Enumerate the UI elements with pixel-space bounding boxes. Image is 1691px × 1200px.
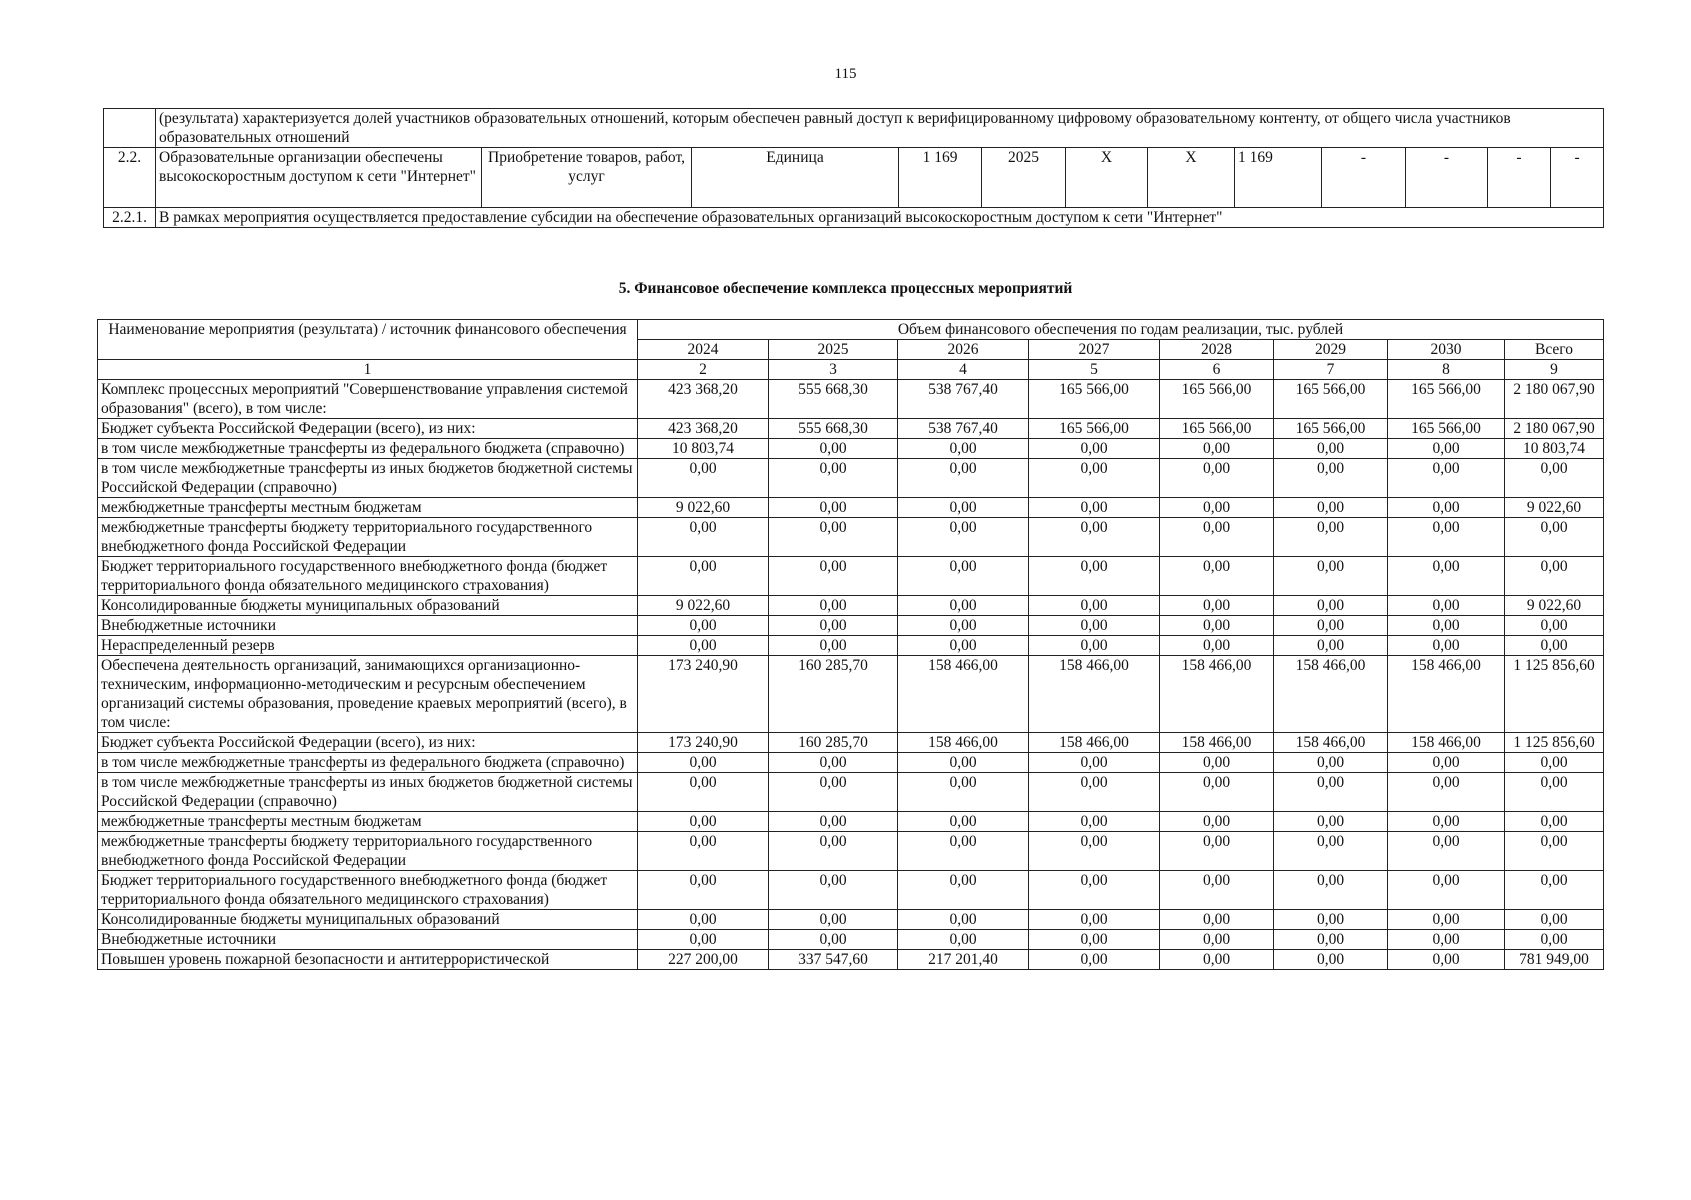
row-value: 0,00 [1160, 910, 1274, 930]
row-value: 0,00 [638, 910, 769, 930]
row-value: 0,00 [898, 596, 1029, 616]
row-value: 0,00 [1160, 459, 1274, 498]
row-value: 0,00 [898, 557, 1029, 596]
column-number: 2 [638, 360, 769, 380]
row-name: в том числе межбюджетные трансферты из иных бюджетов бюджетной системы Российской Федерации (справочно) [98, 459, 638, 498]
row-value: 0,00 [898, 439, 1029, 459]
row-value: 0,00 [1388, 812, 1505, 832]
row-value: 0,00 [1029, 753, 1160, 773]
row-total: 0,00 [1505, 616, 1604, 636]
row-value: 0,00 [1029, 439, 1160, 459]
row-value: 0,00 [638, 832, 769, 871]
intro-text: (результата) характеризуется долей участников образовательных отношений, которым обеспечен равный доступ к верифицированному цифровому образовательному контенту, от общего числа участников образовательных отношений [156, 109, 1604, 148]
row-value: 0,00 [1388, 950, 1505, 970]
table-row [98, 498, 1604, 518]
row-value: 0,00 [1274, 557, 1388, 596]
row-value: 0,00 [1160, 832, 1274, 871]
table-row [98, 380, 1604, 419]
row-value: 0,00 [898, 930, 1029, 950]
column-number: 4 [898, 360, 1029, 380]
row-value: 9 022,60 [638, 596, 769, 616]
table-row [98, 596, 1604, 616]
row-value: 538 767,40 [898, 419, 1029, 439]
row-total: 2 180 067,90 [1505, 419, 1604, 439]
row-value: 0,00 [1029, 498, 1160, 518]
row-value: 0,00 [638, 518, 769, 557]
row-value: 0,00 [898, 753, 1029, 773]
row-value: 0,00 [898, 871, 1029, 910]
row-value: 0,00 [769, 616, 898, 636]
table-row [98, 812, 1604, 832]
row-value: 165 566,00 [1029, 380, 1160, 419]
row-value: 158 466,00 [1274, 656, 1388, 733]
row-value: 173 240,90 [638, 656, 769, 733]
row-value: 0,00 [898, 498, 1029, 518]
sub-row-number: 2.2.1. [104, 208, 156, 228]
row-value: 0,00 [1274, 871, 1388, 910]
row-value: 0,00 [1029, 871, 1160, 910]
row-value: 0,00 [898, 910, 1029, 930]
row-value: 0,00 [1274, 459, 1388, 498]
row-value: 0,00 [898, 616, 1029, 636]
row-name: Бюджет субъекта Российской Федерации (всего), из них: [98, 733, 638, 753]
row-value: 160 285,70 [769, 656, 898, 733]
column-number: 3 [769, 360, 898, 380]
row-value-5: - [1406, 148, 1488, 208]
row-value: 0,00 [1388, 832, 1505, 871]
table-row [98, 871, 1604, 910]
row-value: 0,00 [1274, 753, 1388, 773]
row-value: 0,00 [769, 636, 898, 656]
row-value: 0,00 [769, 753, 898, 773]
row-value: 0,00 [1388, 557, 1505, 596]
row-name: Бюджет территориального государственного внебюджетного фонда (бюджет территориального фонда обязательного медицинского страхования) [98, 871, 638, 910]
row-value: 0,00 [769, 459, 898, 498]
row-name: Бюджет субъекта Российской Федерации (всего), из них: [98, 419, 638, 439]
row-value: 0,00 [1388, 636, 1505, 656]
row-value: 0,00 [769, 518, 898, 557]
row-value: 165 566,00 [1388, 380, 1505, 419]
row-value: 158 466,00 [1160, 656, 1274, 733]
header-name: Наименование мероприятия (результата) / источник финансового обеспечения [98, 320, 638, 360]
row-value: 0,00 [769, 871, 898, 910]
row-name: Бюджет территориального государственного внебюджетного фонда (бюджет территориального фонда обязательного медицинского страхования) [98, 557, 638, 596]
results-table [103, 108, 1604, 228]
row-total: 10 803,74 [1505, 439, 1604, 459]
row-value: 0,00 [1388, 930, 1505, 950]
row-value: 538 767,40 [898, 380, 1029, 419]
row-total: 9 022,60 [1505, 498, 1604, 518]
row-unit: Единица [692, 148, 899, 208]
row-value: 0,00 [769, 910, 898, 930]
column-number: 6 [1160, 360, 1274, 380]
row-value: 0,00 [1274, 930, 1388, 950]
row-value: 0,00 [898, 459, 1029, 498]
row-value: 0,00 [769, 557, 898, 596]
row-value: 0,00 [1160, 439, 1274, 459]
table-row [98, 733, 1604, 753]
row-value: 0,00 [769, 498, 898, 518]
table-row [98, 557, 1604, 596]
row-value: 0,00 [1029, 773, 1160, 812]
table-row [98, 910, 1604, 930]
row-value: 0,00 [1274, 498, 1388, 518]
row-value: 0,00 [1029, 459, 1160, 498]
row-value: 0,00 [898, 518, 1029, 557]
row-value: 0,00 [769, 832, 898, 871]
row-value: 9 022,60 [638, 498, 769, 518]
row-value: 158 466,00 [1274, 733, 1388, 753]
row-value-6: - [1488, 148, 1551, 208]
row-name: Консолидированные бюджеты муниципальных образований [98, 596, 638, 616]
row-value: 0,00 [1029, 832, 1160, 871]
row-value: 0,00 [1274, 636, 1388, 656]
row-value: 0,00 [1388, 596, 1505, 616]
row-value: 158 466,00 [1388, 733, 1505, 753]
row-value: 160 285,70 [769, 733, 898, 753]
row-value-2: Х [1148, 148, 1235, 208]
column-numbers-row [98, 360, 1604, 380]
row-value: 555 668,30 [769, 419, 898, 439]
row-value: 0,00 [1274, 832, 1388, 871]
row-value: 0,00 [1160, 812, 1274, 832]
intro-num-cell [104, 109, 156, 148]
row-name: межбюджетные трансферты местным бюджетам [98, 498, 638, 518]
row-value-1: Х [1066, 148, 1148, 208]
row-value: 158 466,00 [1029, 733, 1160, 753]
row-value: 0,00 [769, 596, 898, 616]
table-row [98, 656, 1604, 733]
row-value: 217 201,40 [898, 950, 1029, 970]
row-value: 0,00 [1388, 498, 1505, 518]
year-header: 2027 [1029, 340, 1160, 360]
table-row [98, 773, 1604, 812]
row-value: 0,00 [898, 636, 1029, 656]
year-header: 2024 [638, 340, 769, 360]
row-value: 0,00 [1160, 773, 1274, 812]
row-value: 0,00 [638, 812, 769, 832]
row-value-3: 1 169 [1235, 148, 1322, 208]
table-row [98, 636, 1604, 656]
row-value: 337 547,60 [769, 950, 898, 970]
row-total: 0,00 [1505, 812, 1604, 832]
table-row [98, 616, 1604, 636]
header-volume: Объем финансового обеспечения по годам реализации, тыс. рублей [638, 320, 1604, 340]
row-value: 0,00 [1029, 950, 1160, 970]
row-name: Обеспечена деятельность организаций, занимающихся организационно-техническим, информационно-методическим и ресурсным обеспечением организаций системы образования, проведение краевых мероприятий (всего), в том числе: [98, 656, 638, 733]
row-base-year: 2025 [982, 148, 1066, 208]
section-title: 5. Финансовое обеспечение комплекса процессных мероприятий [618, 280, 1073, 297]
row-value: 0,00 [1274, 596, 1388, 616]
row-name: межбюджетные трансферты бюджету территориального государственного внебюджетного фонда Российской Федерации [98, 832, 638, 871]
row-total: 1 125 856,60 [1505, 733, 1604, 753]
row-value: 0,00 [1274, 950, 1388, 970]
row-value: 0,00 [638, 930, 769, 950]
row-value: 0,00 [769, 773, 898, 812]
row-name: в том числе межбюджетные трансферты из иных бюджетов бюджетной системы Российской Федерации (справочно) [98, 773, 638, 812]
row-name: в том числе межбюджетные трансферты из федерального бюджета (справочно) [98, 753, 638, 773]
row-name: Консолидированные бюджеты муниципальных образований [98, 910, 638, 930]
table-row [104, 148, 1604, 208]
row-total: 0,00 [1505, 459, 1604, 498]
row-total: 0,00 [1505, 518, 1604, 557]
row-value: 0,00 [1160, 498, 1274, 518]
row-value: 0,00 [1274, 439, 1388, 459]
financing-table-body [98, 380, 1604, 970]
row-total: 0,00 [1505, 773, 1604, 812]
table-row [98, 439, 1604, 459]
row-value: 0,00 [1029, 930, 1160, 950]
row-value: 0,00 [1029, 557, 1160, 596]
row-value: 0,00 [1160, 616, 1274, 636]
row-name: в том числе межбюджетные трансферты из федерального бюджета (справочно) [98, 439, 638, 459]
row-value: 227 200,00 [638, 950, 769, 970]
row-value: 0,00 [1274, 812, 1388, 832]
row-value: 0,00 [1274, 910, 1388, 930]
column-number: 7 [1274, 360, 1388, 380]
row-value: 0,00 [1160, 557, 1274, 596]
row-value: 0,00 [1160, 950, 1274, 970]
table-row [98, 419, 1604, 439]
column-number: 9 [1505, 360, 1604, 380]
row-value: 165 566,00 [1160, 419, 1274, 439]
row-value: 423 368,20 [638, 419, 769, 439]
row-value: 0,00 [1388, 773, 1505, 812]
page-number: 115 [834, 66, 857, 82]
row-value: 0,00 [638, 753, 769, 773]
row-value: 0,00 [1388, 910, 1505, 930]
table-row [98, 950, 1604, 970]
sub-row [104, 208, 1604, 228]
row-value: 0,00 [1388, 459, 1505, 498]
year-header: 2028 [1160, 340, 1274, 360]
year-header: 2025 [769, 340, 898, 360]
row-value-4: - [1322, 148, 1406, 208]
row-value: 165 566,00 [1274, 419, 1388, 439]
table-row [98, 518, 1604, 557]
table-row [98, 930, 1604, 950]
row-value: 0,00 [1160, 518, 1274, 557]
row-value: 0,00 [898, 812, 1029, 832]
year-header: 2029 [1274, 340, 1388, 360]
row-name: Образовательные организации обеспечены высокоскоростным доступом к сети "Интернет" [156, 148, 482, 208]
column-number: 8 [1388, 360, 1505, 380]
row-total: 0,00 [1505, 930, 1604, 950]
row-value: 0,00 [1160, 871, 1274, 910]
row-value: 0,00 [1029, 518, 1160, 557]
row-value: 165 566,00 [1388, 419, 1505, 439]
row-value: 0,00 [1029, 910, 1160, 930]
row-total: 0,00 [1505, 557, 1604, 596]
row-value: 0,00 [1274, 518, 1388, 557]
row-value: 0,00 [638, 616, 769, 636]
row-value: 0,00 [769, 930, 898, 950]
row-value: 0,00 [1160, 596, 1274, 616]
row-value: 165 566,00 [1029, 419, 1160, 439]
row-value: 0,00 [1029, 616, 1160, 636]
row-value: 0,00 [1388, 616, 1505, 636]
row-value: 158 466,00 [1029, 656, 1160, 733]
row-total: 0,00 [1505, 832, 1604, 871]
row-value: 0,00 [638, 871, 769, 910]
column-number: 5 [1029, 360, 1160, 380]
row-value: 0,00 [1160, 930, 1274, 950]
row-number: 2.2. [104, 148, 156, 208]
row-total: 0,00 [1505, 753, 1604, 773]
row-type: Приобретение товаров, работ, услуг [482, 148, 692, 208]
row-value: 173 240,90 [638, 733, 769, 753]
total-header: Всего [1505, 340, 1604, 360]
row-name: межбюджетные трансферты местным бюджетам [98, 812, 638, 832]
row-value: 0,00 [1388, 518, 1505, 557]
row-value: 0,00 [1029, 636, 1160, 656]
intro-row [104, 109, 1604, 148]
row-value: 10 803,74 [638, 439, 769, 459]
row-value: 158 466,00 [1160, 733, 1274, 753]
row-value: 0,00 [1160, 636, 1274, 656]
row-value: 555 668,30 [769, 380, 898, 419]
row-total: 0,00 [1505, 910, 1604, 930]
row-value: 0,00 [1160, 753, 1274, 773]
row-value: 0,00 [638, 557, 769, 596]
row-total: 0,00 [1505, 871, 1604, 910]
row-value: 0,00 [769, 812, 898, 832]
row-value: 158 466,00 [898, 733, 1029, 753]
row-value: 0,00 [638, 636, 769, 656]
row-value: 0,00 [1388, 439, 1505, 459]
table-row [98, 832, 1604, 871]
row-value: 0,00 [638, 773, 769, 812]
row-total: 1 125 856,60 [1505, 656, 1604, 733]
column-number: 1 [98, 360, 638, 380]
sub-row-text: В рамках мероприятия осуществляется предоставление субсидии на обеспечение образовательных организаций высокоскоростным доступом к сети "Интернет" [156, 208, 1604, 228]
table-row [98, 459, 1604, 498]
year-header: 2030 [1388, 340, 1505, 360]
row-value: 0,00 [898, 773, 1029, 812]
row-value: 158 466,00 [898, 656, 1029, 733]
row-total: 0,00 [1505, 636, 1604, 656]
row-total: 781 949,00 [1505, 950, 1604, 970]
row-value: 0,00 [1274, 773, 1388, 812]
row-value: 0,00 [1029, 596, 1160, 616]
row-value-7: - [1551, 148, 1604, 208]
row-name: Внебюджетные источники [98, 616, 638, 636]
row-value: 0,00 [1388, 753, 1505, 773]
row-value: 0,00 [898, 832, 1029, 871]
row-value: 165 566,00 [1274, 380, 1388, 419]
row-value: 0,00 [638, 459, 769, 498]
row-value: 0,00 [769, 439, 898, 459]
row-total: 2 180 067,90 [1505, 380, 1604, 419]
row-value: 0,00 [1388, 871, 1505, 910]
table-row [98, 753, 1604, 773]
row-value: 0,00 [1274, 616, 1388, 636]
header-row [98, 320, 1604, 340]
year-header: 2026 [898, 340, 1029, 360]
financing-table [97, 319, 1604, 970]
row-name: межбюджетные трансферты бюджету территориального государственного внебюджетного фонда Российской Федерации [98, 518, 638, 557]
row-total: 9 022,60 [1505, 596, 1604, 616]
row-value: 423 368,20 [638, 380, 769, 419]
row-name: Внебюджетные источники [98, 930, 638, 950]
row-base-value: 1 169 [899, 148, 982, 208]
row-name: Нераспределенный резерв [98, 636, 638, 656]
row-value: 165 566,00 [1160, 380, 1274, 419]
row-name: Комплекс процессных мероприятий "Совершенствование управления системой образования" (всего), в том числе: [98, 380, 638, 419]
row-value: 158 466,00 [1388, 656, 1505, 733]
row-name: Повышен уровень пожарной безопасности и антитеррористической [98, 950, 638, 970]
row-value: 0,00 [1029, 812, 1160, 832]
